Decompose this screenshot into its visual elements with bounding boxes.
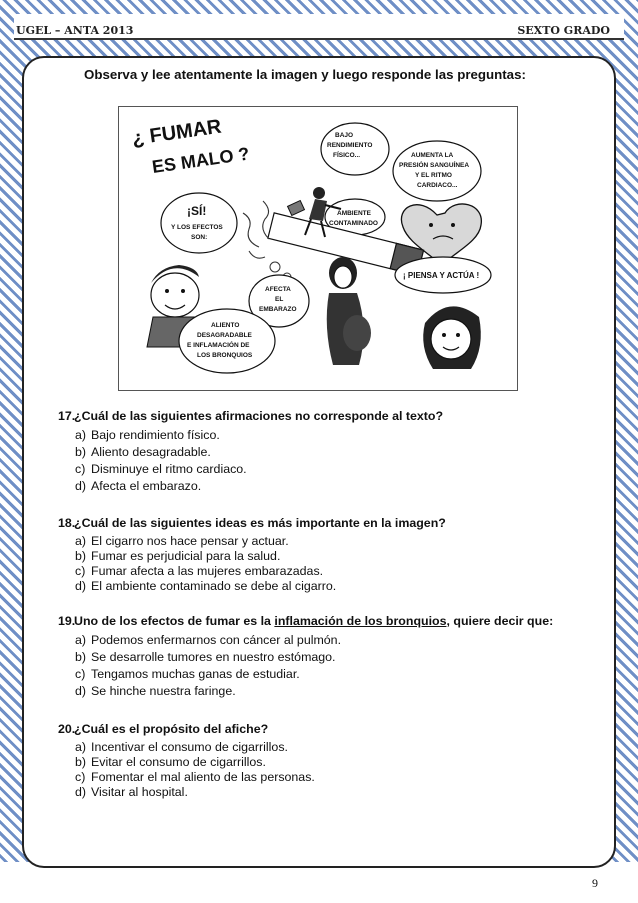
option-18b[interactable] bbox=[75, 549, 618, 564]
option-20b[interactable] bbox=[75, 755, 618, 770]
option-20a[interactable] bbox=[75, 740, 618, 755]
cartoon-title-line2: ES MALO ? bbox=[150, 143, 251, 177]
bubble-bajo-line1: BAJO bbox=[335, 132, 354, 139]
smoke-swirls bbox=[243, 201, 269, 258]
question-20-options bbox=[75, 740, 618, 800]
question-17-title bbox=[58, 409, 618, 423]
option-20d[interactable] bbox=[75, 785, 618, 800]
option-text: Disminuye el ritmo cardiaco. bbox=[91, 462, 247, 476]
option-letter: b) bbox=[75, 650, 87, 664]
option-text: Visitar al hospital. bbox=[91, 785, 188, 799]
option-text: Fumar es perjudicial para la salud. bbox=[91, 549, 281, 563]
option-text: Se desarrolle tumores en nuestro estómago. bbox=[91, 650, 336, 664]
option-letter: c) bbox=[75, 462, 86, 476]
option-19c[interactable] bbox=[75, 666, 618, 683]
option-letter: c) bbox=[75, 770, 86, 784]
bubble-aliento-line2: DESAGRADABLE bbox=[197, 332, 252, 339]
question-19-underlined-term: inflamación de los bronquios bbox=[274, 614, 447, 628]
option-text: Bajo rendimiento físico. bbox=[91, 428, 220, 442]
option-letter: b) bbox=[75, 755, 87, 769]
question-18-number: 18. bbox=[58, 516, 76, 530]
header-right-text: SEXTO GRADO bbox=[517, 24, 610, 37]
bubble-presion-line1: AUMENTA LA bbox=[411, 152, 454, 159]
bubble-presion bbox=[393, 141, 481, 201]
option-letter: b) bbox=[75, 445, 87, 459]
bubble-bajo-rendimiento bbox=[321, 123, 389, 175]
bubble-presion-line2: PRESIÓN SANGUÍNEA bbox=[399, 162, 470, 169]
bubble-ambiente-line2: CONTAMINADO bbox=[329, 220, 378, 227]
option-text: Afecta el embarazo. bbox=[91, 479, 202, 493]
bubble-presion-line4: CARDIACO... bbox=[417, 182, 458, 189]
bubble-piensa-text: ¡ PIENSA Y ACTÚA ! bbox=[403, 271, 480, 280]
option-18a[interactable] bbox=[75, 534, 618, 549]
bubble-aliento-line4: LOS BRONQUIOS bbox=[197, 352, 253, 359]
option-letter: d) bbox=[75, 785, 87, 799]
option-17a[interactable] bbox=[75, 427, 618, 444]
option-19d[interactable] bbox=[75, 683, 618, 700]
option-19a[interactable] bbox=[75, 632, 618, 649]
question-19-text-after: , quiere decir que: bbox=[446, 614, 554, 628]
question-18-options bbox=[75, 534, 618, 594]
header-divider bbox=[14, 38, 624, 40]
question-17-number: 17. bbox=[58, 409, 76, 423]
option-letter: c) bbox=[75, 667, 86, 681]
bubble-si-line2: Y LOS EFECTOS bbox=[171, 224, 223, 231]
option-text: Podemos enfermarnos con cáncer al pulmón. bbox=[91, 633, 342, 647]
heart-eye-right bbox=[451, 223, 455, 227]
girl-figure bbox=[423, 306, 481, 369]
cartoon-title-line1: ¿ FUMAR bbox=[130, 115, 223, 150]
bubble-aliento-line3: E INFLAMACIÓN DE bbox=[187, 342, 250, 349]
question-19-title bbox=[58, 614, 618, 628]
question-17 bbox=[58, 409, 618, 495]
option-text: Tengamos muchas ganas de estudiar. bbox=[91, 667, 300, 681]
option-17c[interactable] bbox=[75, 461, 618, 478]
question-19-options bbox=[75, 632, 618, 700]
question-20-number: 20. bbox=[58, 722, 76, 736]
option-17b[interactable] bbox=[75, 444, 618, 461]
option-20c[interactable] bbox=[75, 770, 618, 785]
bubble-presion-line3: Y EL RITMO bbox=[415, 172, 452, 179]
option-text: Fomentar el mal aliento de las personas. bbox=[91, 770, 315, 784]
bubble-ambiente-line1: AMBIENTE bbox=[337, 210, 371, 217]
option-letter: a) bbox=[75, 428, 87, 442]
pregnant-woman-figure bbox=[327, 257, 371, 365]
question-19-text-before: Uno de los efectos de fumar es la bbox=[74, 614, 275, 628]
bubble-bajo-line3: FÍSICO... bbox=[333, 152, 361, 159]
bubble-bajo-line2: RENDIMIENTO bbox=[327, 142, 373, 149]
question-18-text: ¿Cuál de las siguientes ideas es más importante en la imagen? bbox=[74, 516, 446, 530]
option-letter: b) bbox=[75, 549, 87, 563]
option-text: Incentivar el consumo de cigarrillos. bbox=[91, 740, 288, 754]
option-letter: d) bbox=[75, 684, 87, 698]
option-letter: c) bbox=[75, 564, 86, 578]
bubble-afecta-line1: AFECTA bbox=[265, 286, 291, 293]
option-letter: a) bbox=[75, 740, 87, 754]
option-18c[interactable] bbox=[75, 564, 618, 579]
option-text: Evitar el consumo de cigarrillos. bbox=[91, 755, 266, 769]
footer-area bbox=[0, 862, 638, 903]
question-17-options bbox=[75, 427, 618, 495]
anti-smoking-cartoon bbox=[118, 106, 518, 391]
option-17d[interactable] bbox=[75, 478, 618, 495]
option-letter: d) bbox=[75, 579, 87, 593]
option-text: Fumar afecta a las mujeres embarazadas. bbox=[91, 564, 324, 578]
question-18 bbox=[58, 516, 618, 594]
question-17-text: ¿Cuál de las siguientes afirmaciones no corresponde al texto? bbox=[74, 409, 444, 423]
option-text: El ambiente contaminado se debe al cigarro. bbox=[91, 579, 337, 593]
question-20-title bbox=[58, 722, 618, 736]
instruction-text: Observa y lee atentamente la imagen y luego responde las preguntas: bbox=[84, 67, 526, 82]
question-19-number: 19. bbox=[58, 614, 76, 628]
option-text: El cigarro nos hace pensar y actuar. bbox=[91, 534, 289, 548]
bubble-si-line3: SON: bbox=[191, 234, 208, 241]
question-20 bbox=[58, 722, 618, 800]
option-letter: a) bbox=[75, 534, 87, 548]
bubble-afecta-line3: EMBARAZO bbox=[259, 306, 297, 313]
cartoon-illustration bbox=[119, 107, 517, 390]
bubble-afecta-line2: EL bbox=[275, 296, 284, 303]
option-text: Se hinche nuestra faringe. bbox=[91, 684, 236, 698]
bubble-si-line1: ¡SÍ! bbox=[187, 204, 207, 218]
bubble-aliento bbox=[179, 309, 275, 373]
option-letter: a) bbox=[75, 633, 87, 647]
question-18-title bbox=[58, 516, 618, 530]
question-19 bbox=[58, 614, 618, 700]
question-20-text: ¿Cuál es el propósito del afiche? bbox=[74, 722, 269, 736]
page-number: 9 bbox=[592, 876, 598, 890]
heart-eye-left bbox=[429, 223, 433, 227]
bubble-si bbox=[161, 193, 237, 253]
option-19b[interactable] bbox=[75, 649, 618, 666]
header-left-text: UGEL – ANTA 2013 bbox=[16, 24, 134, 37]
bubble-aliento-line1: ALIENTO bbox=[211, 322, 240, 329]
option-text: Aliento desagradable. bbox=[91, 445, 211, 459]
option-18d[interactable] bbox=[75, 579, 618, 594]
smoke-puff-1 bbox=[270, 262, 280, 272]
option-letter: d) bbox=[75, 479, 87, 493]
